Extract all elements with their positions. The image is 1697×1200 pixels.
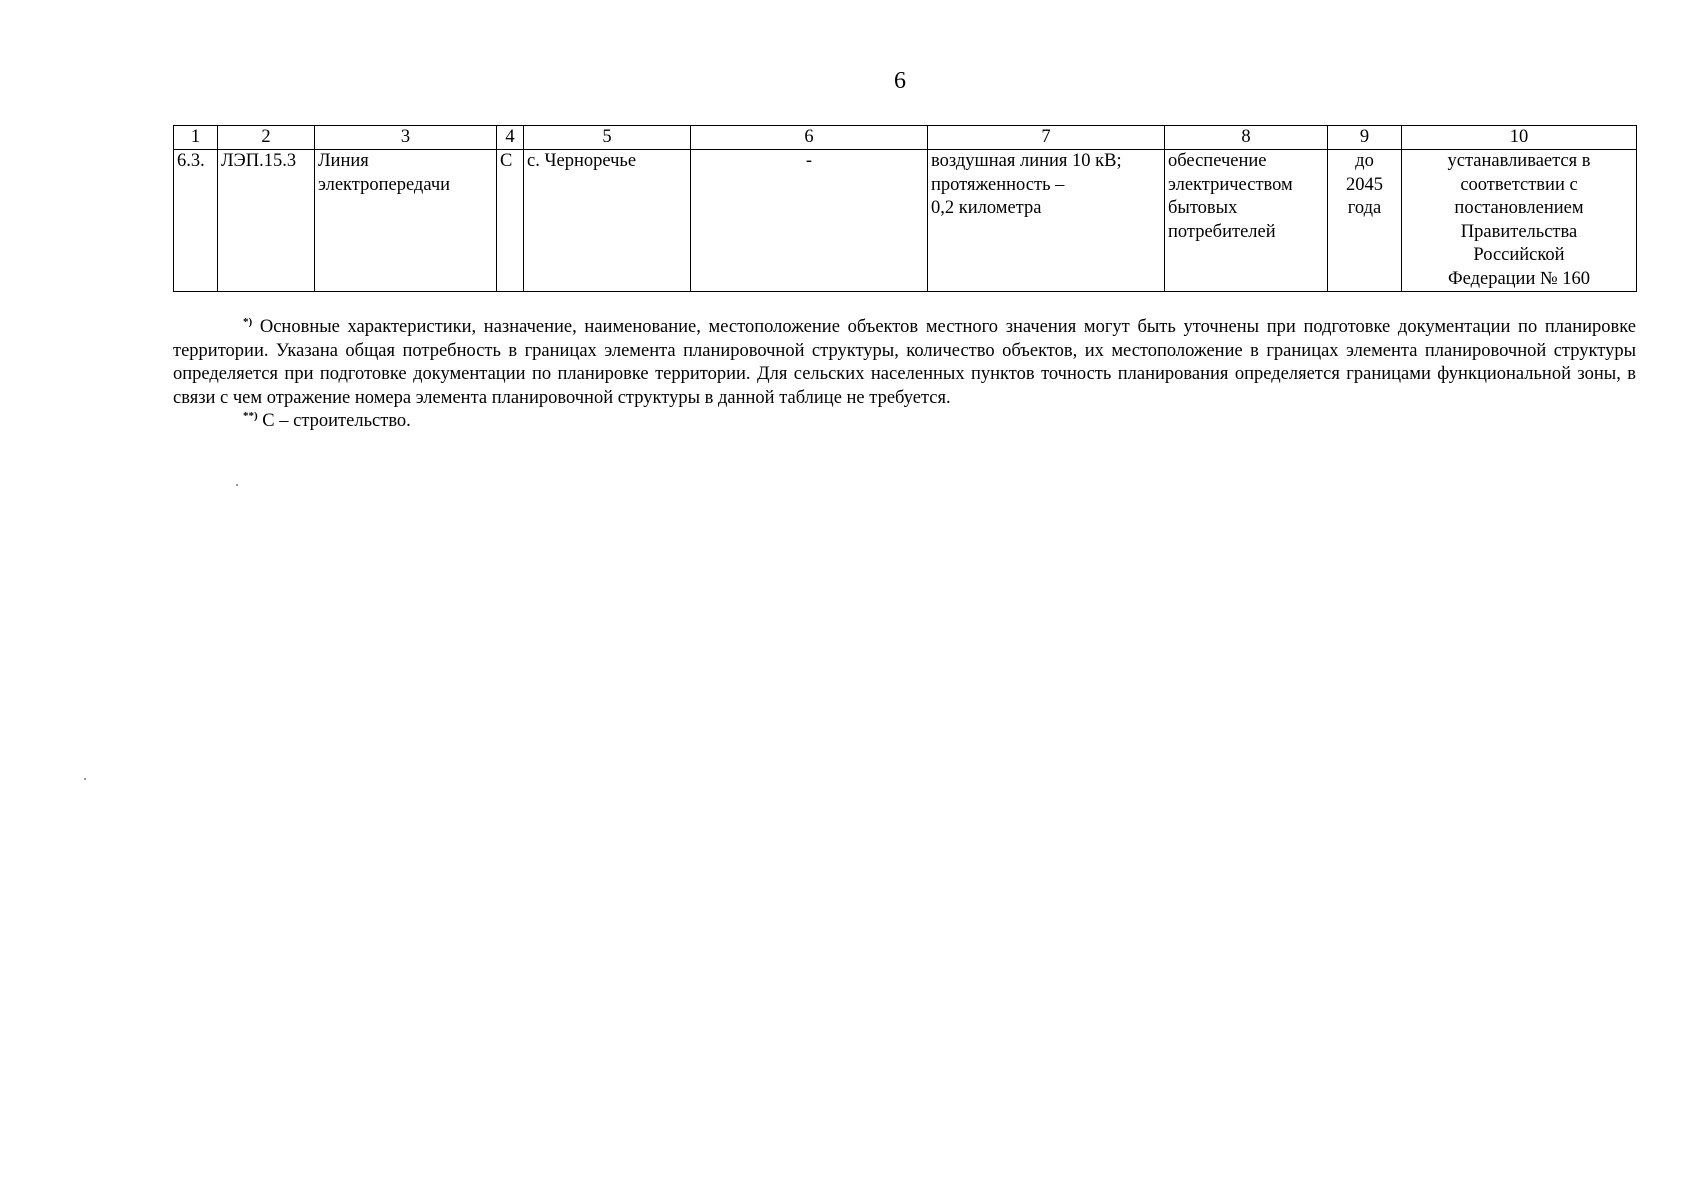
cell-line: до	[1355, 151, 1374, 171]
column-header: 5	[524, 126, 691, 150]
footnotes	[173, 316, 1636, 434]
cell-line: воздушная линия 10 кВ;	[931, 151, 1122, 171]
cell-zone	[1402, 150, 1637, 292]
cell-line: потребителей	[1168, 221, 1276, 242]
cell-line: Правительства	[1460, 221, 1578, 242]
cell-line: года	[1347, 198, 1382, 218]
cell-line: соответствии с	[1460, 174, 1578, 195]
footnote-text: Основные характеристики, назначение, наименование, местоположение объектов местного значения могут быть уточнены при подготовке документации по планировке территории. Указана общая потребность в границах элемента планировочной структуры, количество объектов, их местоположение в границах элемента планировочной структуры определяется при подготовке документации по планировке территории. Для сельских населенных пунктов точность планирования определяется границами функциональной зоны, в связи с чем отражение номера элемента планировочной структуры в данной таблице не требуется.	[173, 317, 1636, 408]
cell-location: с. Черноречье	[524, 150, 691, 292]
cell-line: постановлением	[1454, 198, 1584, 218]
cell-deadline	[1328, 150, 1402, 292]
scan-speck	[84, 778, 86, 780]
cell-name	[315, 150, 497, 292]
column-header: 2	[218, 126, 315, 150]
column-header: 10	[1402, 126, 1637, 150]
scan-speck	[236, 484, 238, 486]
column-header: 8	[1165, 126, 1328, 150]
table-header-row	[174, 126, 1637, 150]
column-header: 9	[1328, 126, 1402, 150]
cell-line: бытовых	[1168, 198, 1238, 218]
table-row	[174, 150, 1637, 292]
column-header: 7	[928, 126, 1165, 150]
cell-characteristics	[928, 150, 1165, 292]
cell-number: 6.3.	[174, 150, 218, 292]
cell-line: Линия	[318, 151, 369, 171]
objects-table	[173, 125, 1637, 292]
footnote-text: С – строительство.	[262, 411, 411, 431]
cell-line: Российской	[1473, 245, 1565, 265]
column-header: 4	[497, 126, 524, 150]
cell-status: С	[497, 150, 524, 292]
cell-empty: -	[691, 150, 928, 292]
footnote-mark: **)	[243, 409, 258, 422]
column-header: 1	[174, 126, 218, 150]
footnote-2	[173, 410, 1636, 434]
column-header: 6	[691, 126, 928, 150]
cell-line: обеспечение	[1168, 151, 1267, 171]
footnote-1	[173, 316, 1636, 410]
cell-line: 0,2 километра	[931, 198, 1042, 218]
cell-line: электропередачи	[318, 174, 451, 195]
cell-line: устанавливается в	[1447, 151, 1591, 171]
cell-line: 2045	[1346, 174, 1383, 195]
cell-line: электричеством	[1168, 174, 1293, 195]
footnote-mark: *)	[243, 315, 253, 328]
cell-purpose	[1165, 150, 1328, 292]
cell-line: Федерации № 160	[1447, 268, 1591, 289]
cell-line: протяженность –	[931, 174, 1065, 195]
column-header: 3	[315, 126, 497, 150]
page-number: 6	[894, 68, 906, 94]
cell-code: ЛЭП.15.3	[218, 150, 315, 292]
